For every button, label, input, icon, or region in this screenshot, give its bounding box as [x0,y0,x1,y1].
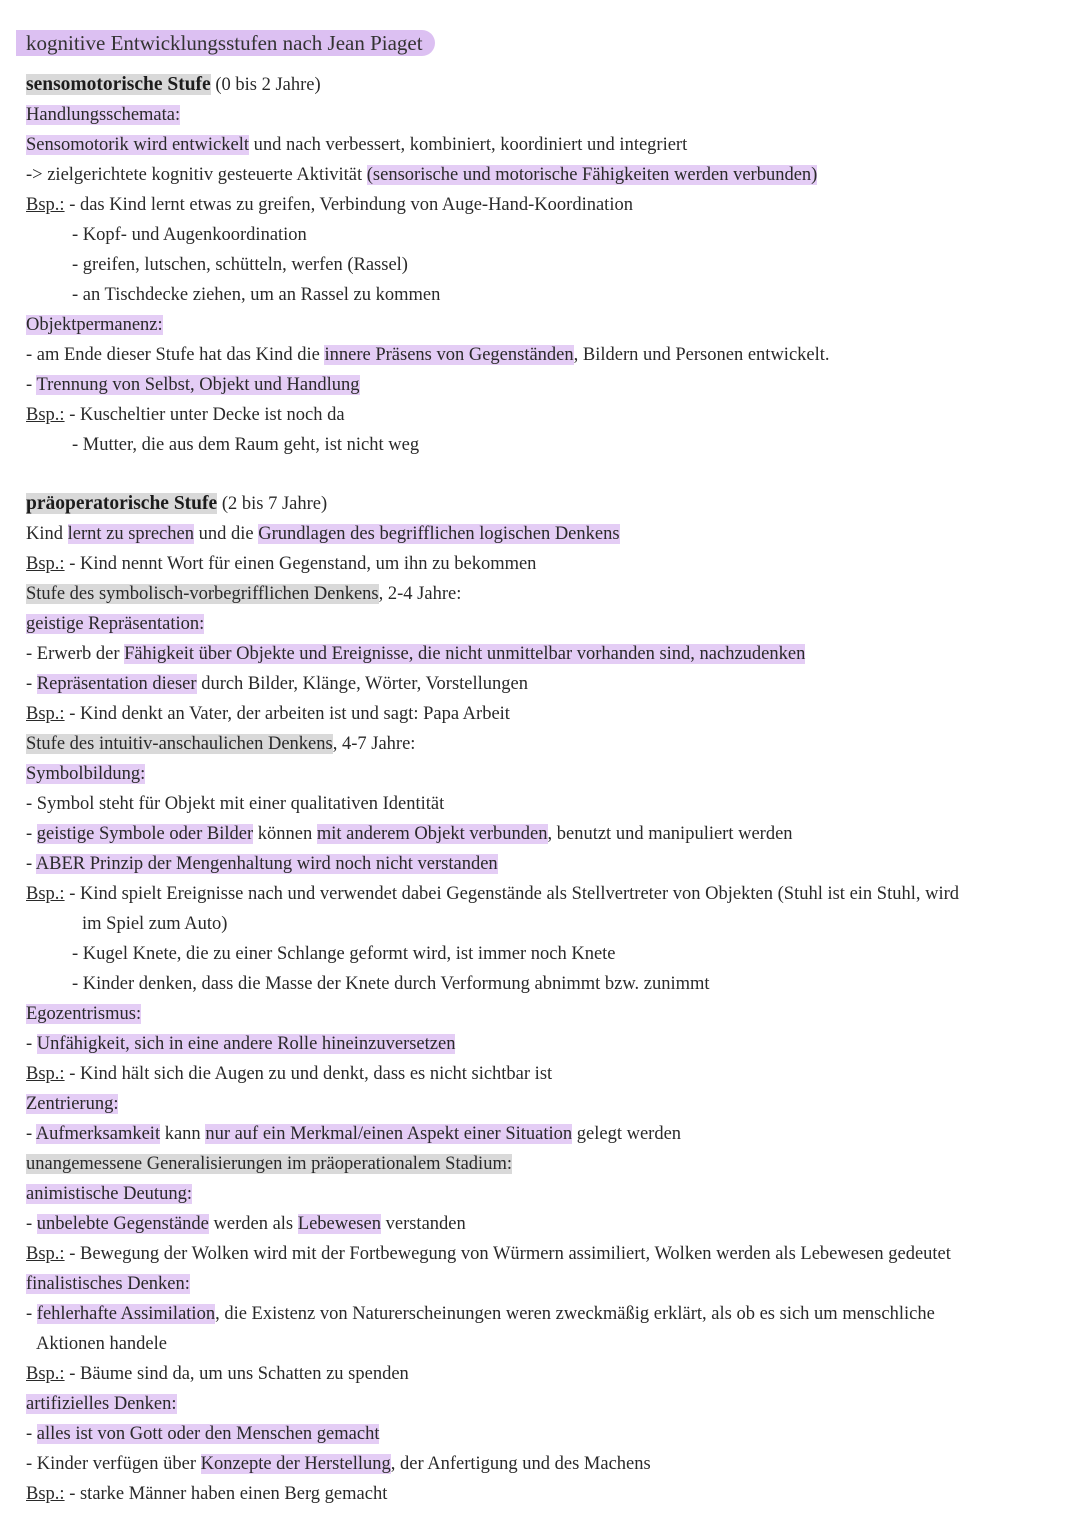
text-line: - unbelebte Gegenstände werden als Lebewesen verstanden [26,1214,466,1234]
example-line: Bsp.: - das Kind lernt etwas zu greifen, Verbindung von Auge-Hand-Koordination [26,195,633,215]
example-line: Bsp.: - Bäume sind da, um uns Schatten zu spenden [26,1364,409,1384]
subheading-handlungsschemata: Handlungsschemata: [26,105,181,125]
generalisation-heading: unangemessene Generalisierungen im präoperationalem Stadium: [26,1154,512,1174]
example-line: - Mutter, die aus dem Raum geht, ist nicht weg [72,435,420,455]
example-line: Bsp.: - starke Männer haben einen Berg gemacht [26,1484,388,1504]
text-line: - Symbol steht für Objekt mit einer qualitativen Identität [26,794,445,814]
section-heading-sensomotorisch: sensomotorische Stufe (0 bis 2 Jahre) [26,74,321,95]
bsp-label: Bsp.: [26,195,65,215]
example-line: Bsp.: - Kind spielt Ereignisse nach und verwendet dabei Gegenstände als Stellvertreter von Objekten (Stuhl ist ein Stuhl, wird [26,884,960,904]
subheading-artifiziell: artifizielles Denken: [26,1394,177,1414]
subheading-animistisch: animistische Deutung: [26,1184,192,1204]
example-line: - Kopf- und Augenkoordination [72,225,307,245]
bsp-label: Bsp.: [26,554,65,574]
example-line: - Kugel Knete, die zu einer Schlange geformt wird, ist immer noch Knete [72,944,616,964]
bsp-label: Bsp.: [26,1364,65,1384]
stage-heading-symbolisch: Stufe des symbolisch-vorbegrifflichen Denkens, 2-4 Jahre: [26,584,462,604]
title-highlight: kognitive Entwicklungsstufen nach Jean Piaget [26,30,435,56]
example-line: im Spiel zum Auto) [82,914,228,934]
text-line: - fehlerhafte Assimilation, die Existenz von Naturerscheinungen weren zweckmäßig erklärt, als ob es sich um menschliche [26,1304,935,1324]
subheading-egozentrismus: Egozentrismus: [26,1004,142,1024]
bsp-label: Bsp.: [26,405,65,425]
text-line: - Aufmerksamkeit kann nur auf ein Merkmal/einen Aspekt einer Situation gelegt werden [26,1124,682,1144]
text-line: - am Ende dieser Stufe hat das Kind die innere Präsens von Gegenständen, Bildern und Personen entwickelt. [26,345,830,365]
subheading-finalistisch: finalistisches Denken: [26,1274,190,1294]
example-line: Bsp.: - Kuscheltier unter Decke ist noch da [26,405,345,425]
example-line: - greifen, lutschen, schütteln, werfen (Rassel) [72,255,408,275]
subheading-zentrierung: Zentrierung: [26,1094,119,1114]
text-line: Sensomotorik wird entwickelt und nach verbessert, kombiniert, koordiniert und integriert [26,135,688,155]
text-line: - Trennung von Selbst, Objekt und Handlung [26,375,360,395]
example-line: Bsp.: - Kind nennt Wort für einen Gegenstand, um ihn zu bekommen [26,554,537,574]
text-line: - Repräsentation dieser durch Bilder, Klänge, Wörter, Vorstellungen [26,674,529,694]
section-heading-praeoperatorisch: präoperatorische Stufe (2 bis 7 Jahre) [26,493,328,514]
example-line: Bsp.: - Kind hält sich die Augen zu und denkt, dass es nicht sichtbar ist [26,1064,553,1084]
bsp-label: Bsp.: [26,1484,65,1504]
bsp-label: Bsp.: [26,884,65,904]
text-line: -> zielgerichtete kognitiv gesteuerte Aktivität (sensorische und motorische Fähigkeiten werden verbunden) [26,165,818,185]
text-line: Kind lernt zu sprechen und die Grundlagen des begrifflichen logischen Denkens [26,524,620,544]
subheading-objektpermanenz: Objektpermanenz: [26,315,163,335]
bsp-label: Bsp.: [26,704,65,724]
example-line: - Kinder denken, dass die Masse der Knete durch Verformung abnimmt bzw. zunimmt [72,974,710,994]
page-title [26,29,435,57]
text-line: - alles ist von Gott oder den Menschen gemacht [26,1424,380,1444]
text-line: - geistige Symbole oder Bilder können mit anderem Objekt verbunden, benutzt und manipuliert werden [26,824,793,844]
example-line: Bsp.: - Kind denkt an Vater, der arbeiten ist und sagt: Papa Arbeit [26,704,510,724]
text-line: Aktionen handele [36,1334,167,1354]
text-line: - Unfähigkeit, sich in eine andere Rolle hineinzuversetzen [26,1034,456,1054]
subheading-repraesentation: geistige Repräsentation: [26,614,205,634]
subheading-symbolbildung: Symbolbildung: [26,764,146,784]
stage-heading-intuitiv: Stufe des intuitiv-anschaulichen Denkens, 4-7 Jahre: [26,734,416,754]
example-line: Bsp.: - Bewegung der Wolken wird mit der Fortbewegung von Würmern assimiliert, Wolken werden als Lebewesen gedeutet [26,1244,951,1264]
text-line: - ABER Prinzip der Mengenhaltung wird noch nicht verstanden [26,854,498,874]
bsp-label: Bsp.: [26,1244,65,1264]
bsp-label: Bsp.: [26,1064,65,1084]
text-line: - Erwerb der Fähigkeit über Objekte und Ereignisse, die nicht unmittelbar vorhanden sind, nachzudenken [26,644,806,664]
example-line: - an Tischdecke ziehen, um an Rassel zu kommen [72,285,441,305]
text-line: - Kinder verfügen über Konzepte der Herstellung, der Anfertigung und des Machens [26,1454,651,1474]
